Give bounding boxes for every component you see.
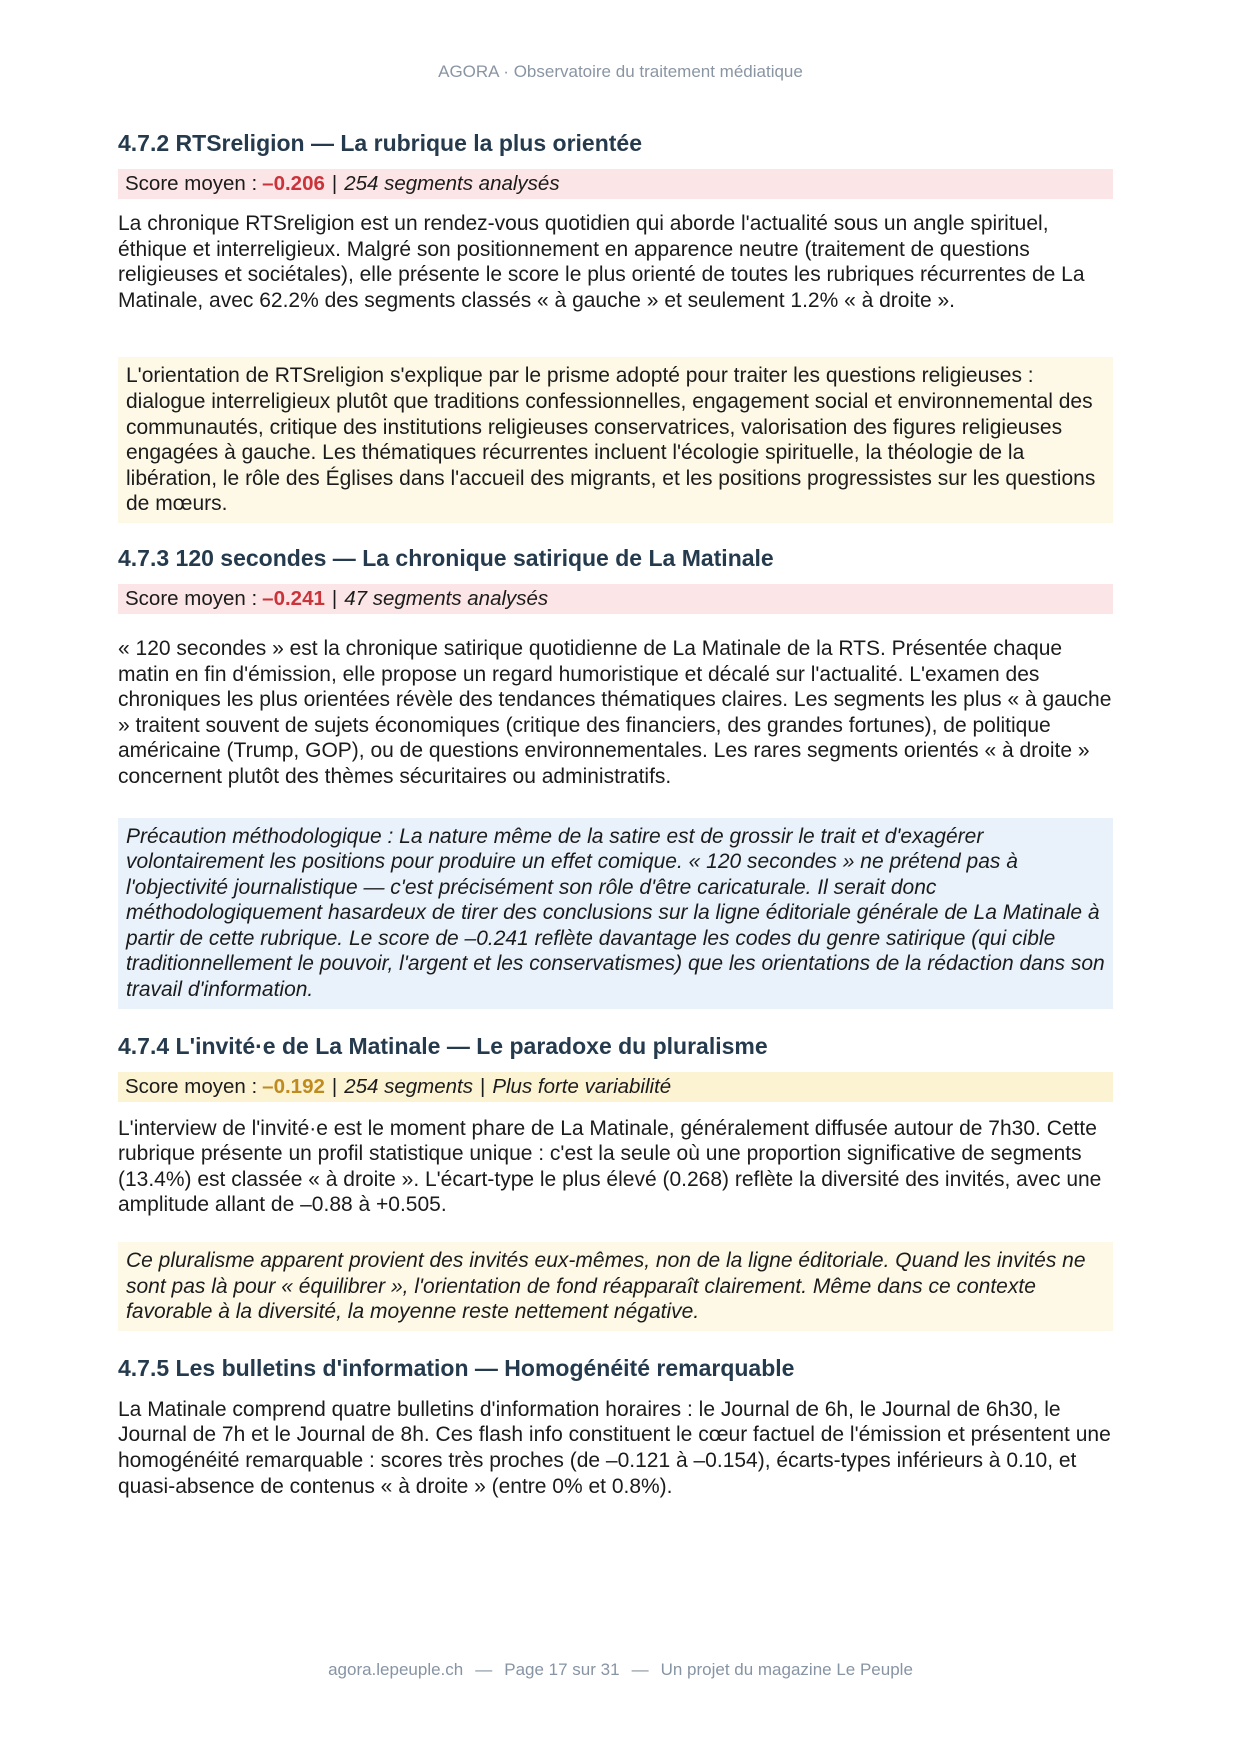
- section-heading-4-7-3: 4.7.3 120 secondes — La chronique satirique de La Matinale: [118, 544, 774, 571]
- score-value: –0.241: [262, 586, 325, 610]
- running-header: AGORA · Observatoire du traitement médiatique: [438, 62, 803, 81]
- section-4-7-2: [118, 128, 1113, 523]
- separator-pipe: |: [331, 586, 338, 610]
- separator-pipe: |: [331, 1074, 338, 1098]
- paragraph-4-7-5: La Matinale comprend quatre bulletins d'information horaires : le Journal de 6h, le Journal de 6h30, le Journal de 7h et le Journal de 8h. Ces flash info constituent le cœur factuel de l'émission et présentent une homogénéité remarquable : scores très proches (de –0.121 à –0.154), écarts-types inférieurs à 0.10, et quasi-absence de contenus « à droite » (entre 0% et 0.8%).: [118, 1397, 1111, 1498]
- score-banner-4-7-4: [118, 1072, 1113, 1102]
- running-footer: [0, 1660, 1241, 1680]
- section-heading-4-7-2: 4.7.2 RTSreligion — La rubrique la plus orientée: [118, 130, 643, 156]
- section-4-7-5: [118, 1353, 1113, 1499]
- paragraph-4-7-3: « 120 secondes » est la chronique satirique quotidienne de La Matinale de la RTS. Présentée chaque matin en fin d'émission, elle propose un regard humoristique et décalé sur l'actualité. L'examen des chroniques les plus orientées révèle des tendances thématiques claires. Les segments les plus « à gauche » traitent souvent de sujets économiques (critique des financiers, des grandes fortunes), de politique américaine (Trump, GOP), ou de questions environnementales. Les rares segments orientés « à droite » concernent plutôt des thèmes sécuritaires ou administratifs.: [118, 636, 1112, 788]
- paragraph-4-7-2: La chronique RTSreligion est un rendez-vous quotidien qui aborde l'actualité sous un angle spirituel, éthique et interreligieux. Malgré son positionnement en apparence neutre (traitement de questions religieuses et sociétales), elle présente le score le plus orienté de toutes les rubriques récurrentes de La Matinale, avec 62.2% des segments classés « à gauche » et seulement 1.2% « à droite ».: [118, 212, 1085, 312]
- separator-pipe: |: [331, 172, 338, 195]
- separator-pipe: |: [479, 1074, 486, 1098]
- score-label: Score moyen :: [125, 1074, 258, 1098]
- score-value: –0.206: [262, 172, 325, 195]
- score-label: Score moyen :: [125, 586, 258, 610]
- section-heading-4-7-4: 4.7.4 L'invité·e de La Matinale — Le paradoxe du pluralisme: [118, 1032, 768, 1059]
- score-banner-4-7-2: [118, 169, 1113, 199]
- footer-separator: —: [475, 1660, 493, 1679]
- methodology-note-box: Précaution méthodologique : La nature même de la satire est de grossir le trait et d'exagérer volontairement les positions pour produire un effet comique. « 120 secondes » ne prétend pas à l'objectivité journalistique — c'est précisément son rôle d'être caricaturale. Il serait donc méthodologiquement hasardeux de tirer des conclusions sur la ligne éditoriale générale de La Matinale à partir de cette rubrique. Le score de –0.241 reflète davantage les codes du genre satirique (qui cible traditionnellement le pouvoir, l'argent et les conservatismes) que les orientations de la rédaction dans son travail d'information.: [118, 818, 1113, 1009]
- section-heading-4-7-5: 4.7.5 Les bulletins d'information — Homogénéité remarquable: [118, 1354, 795, 1381]
- footer-page-indicator: Page 17 sur 31: [504, 1660, 620, 1679]
- paragraph-4-7-4: L'interview de l'invité·e est le moment phare de La Matinale, généralement diffusée autour de 7h30. Cette rubrique présente un profil statistique unique : c'est la seule où une proportion significative de segments (13.4%) est classée « à droite ». L'écart-type le plus élevé (0.268) reflète la diversité des invités, avec une amplitude allant de –0.88 à +0.505.: [118, 1116, 1102, 1217]
- score-detail: 47 segments analysés: [344, 586, 549, 610]
- section-4-7-4: [118, 1031, 1113, 1331]
- footer-project: Un projet du magazine Le Peuple: [660, 1660, 913, 1679]
- score-banner-4-7-3: [118, 584, 1113, 614]
- score-value: –0.192: [262, 1074, 325, 1098]
- page-content: [118, 128, 1113, 1499]
- score-detail: 254 segments analysés: [344, 172, 560, 195]
- score-detail-variability: Plus forte variabilité: [492, 1074, 672, 1098]
- footer-separator: —: [631, 1660, 649, 1679]
- score-detail: 254 segments: [344, 1074, 473, 1098]
- score-label: Score moyen :: [125, 172, 258, 195]
- footer-site: agora.lepeuple.ch: [328, 1660, 464, 1679]
- note-box-4-7-4: Ce pluralisme apparent provient des invités eux-mêmes, non de la ligne éditoriale. Quand les invités ne sont pas là pour « équilibrer », l'orientation de fond réapparaît clairement. Même dans ce contexte favorable à la diversité, la moyenne reste nettement négative.: [118, 1242, 1113, 1331]
- section-4-7-3: [118, 543, 1113, 1009]
- note-box-4-7-2: L'orientation de RTSreligion s'explique par le prisme adopté pour traiter les questions religieuses : dialogue interreligieux plutôt que traditions confessionnelles, engagement social et environnemental des communautés, critique des institutions religieuses conservatrices, valorisation des figures religieuses engagées à gauche. Les thématiques récurrentes incluent l'écologie spirituelle, la théologie de la libération, le rôle des Églises dans l'accueil des migrants, et les positions progressistes sur les questions de mœurs.: [118, 357, 1113, 523]
